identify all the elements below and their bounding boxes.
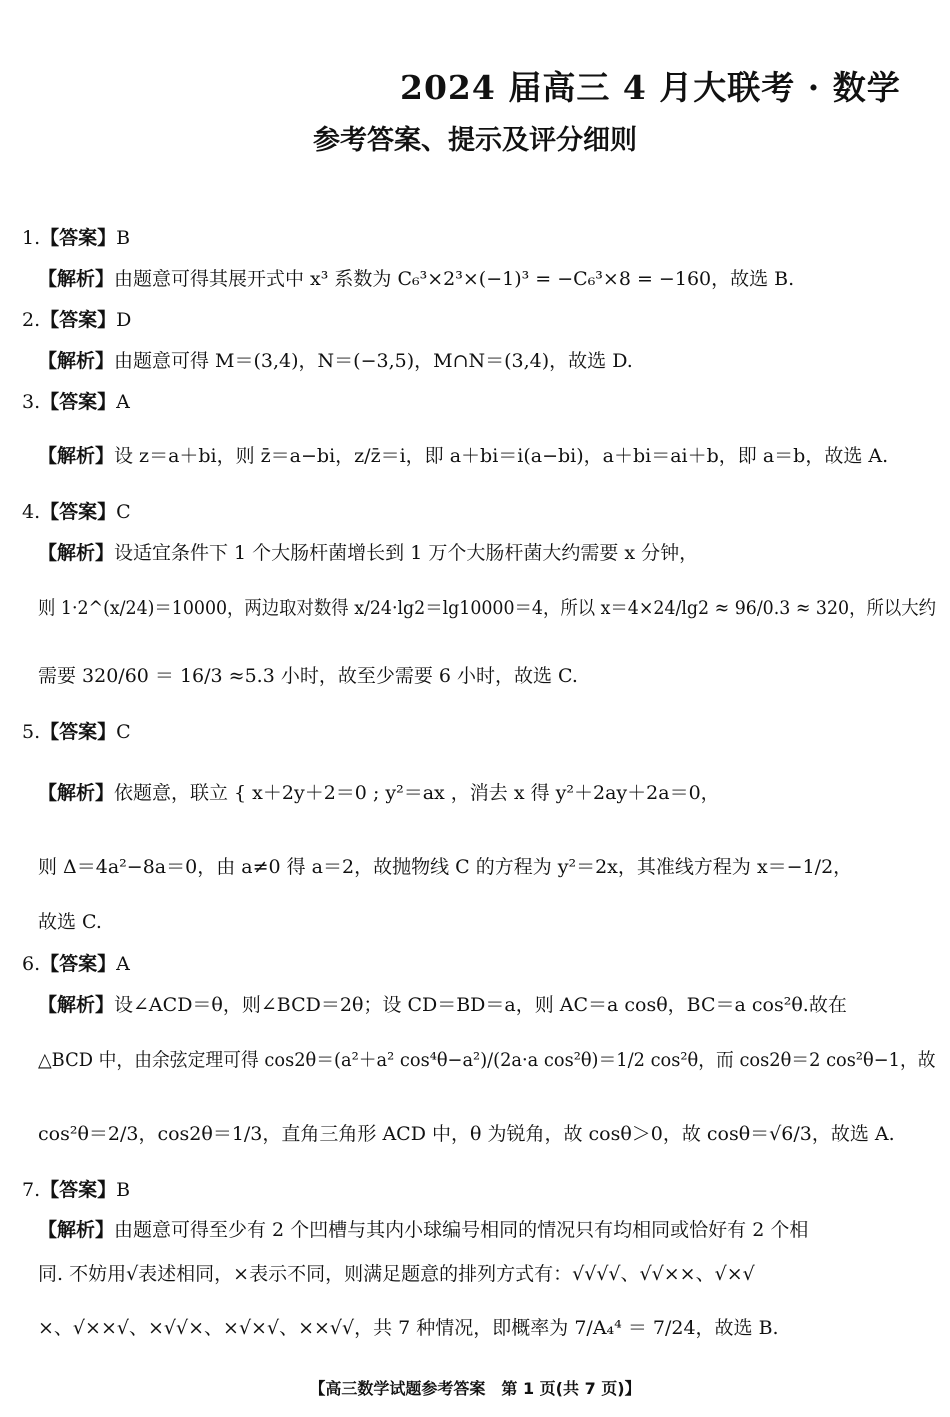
answer-label: 【答案】 bbox=[40, 953, 117, 975]
question-number: 4. bbox=[22, 501, 41, 523]
analysis-label: 【解析】 bbox=[38, 994, 115, 1016]
answer-row-1 bbox=[22, 226, 130, 250]
analysis-label: 【解析】 bbox=[38, 542, 115, 564]
answer-label: 【答案】 bbox=[40, 391, 117, 413]
analysis-line bbox=[38, 1218, 808, 1242]
analysis-line bbox=[38, 267, 794, 291]
answer-row-7 bbox=[22, 1178, 130, 1202]
analysis-line: ×、√××√、×√√×、×√×√、××√√，共 7 种情况，即概率为 7/A₄⁴ ＝ 7/24，故选 B. bbox=[38, 1317, 779, 1339]
analysis-line: 需要 320/60 ＝ 16/3 ≈5.3 小时，故至少需要 6 小时，故选 C. bbox=[38, 665, 578, 687]
page-subtitle: 参考答案、提示及评分细则 bbox=[313, 125, 637, 156]
analysis-text: 由题意可得其展开式中 x³ 系数为 C₆³×2³×(−1)³ = −C₆³×8 = −160，故选 B. bbox=[114, 268, 795, 290]
answer-row-3 bbox=[22, 390, 130, 414]
analysis-text: 依题意，联立 { x＋2y＋2＝0 ; y²＝ax ，消去 x 得 y²＋2ay＋2a＝0， bbox=[114, 782, 720, 804]
analysis-line: △BCD 中，由余弦定理可得 cos2θ＝(a²＋a² cos⁴θ−a²)/(2a·a cos²θ)＝1/2 cos²θ，而 cos2θ＝2 cos²θ−1，故 bbox=[38, 1049, 936, 1071]
analysis-text: 由题意可得至少有 2 个凹槽与其内小球编号相同的情况只有均相同或恰好有 2 个相 bbox=[114, 1219, 809, 1241]
answer-row-6 bbox=[22, 952, 130, 976]
page-title: 2024 届高三 4 月大联考 · 数学 bbox=[400, 68, 901, 107]
answer-label: 【答案】 bbox=[40, 1179, 117, 1201]
analysis-text: 设适宜条件下 1 个大肠杆菌增长到 1 万个大肠杆菌大约需要 x 分钟， bbox=[114, 542, 699, 564]
question-number: 5. bbox=[22, 721, 41, 743]
question-number: 3. bbox=[22, 391, 41, 413]
analysis-line: cos²θ＝2/3，cos2θ＝1/3，直角三角形 ACD 中，θ 为锐角，故 cosθ＞0，故 cosθ＝√6/3，故选 A. bbox=[38, 1123, 895, 1145]
answer-row-2 bbox=[22, 308, 131, 332]
analysis-line bbox=[38, 541, 698, 565]
question-number: 1. bbox=[22, 227, 41, 249]
question-number: 7. bbox=[22, 1179, 41, 1201]
answer-value: D bbox=[116, 309, 132, 331]
answer-label: 【答案】 bbox=[40, 227, 117, 249]
analysis-line: 故选 C. bbox=[38, 911, 102, 933]
answer-row-5 bbox=[22, 720, 131, 744]
answer-label: 【答案】 bbox=[40, 501, 117, 523]
answer-value: C bbox=[116, 721, 131, 743]
question-number: 2. bbox=[22, 309, 41, 331]
analysis-line bbox=[38, 349, 633, 373]
analysis-line bbox=[38, 444, 888, 468]
answer-value: B bbox=[116, 1179, 131, 1201]
answer-value: C bbox=[116, 501, 131, 523]
question-number: 6. bbox=[22, 953, 41, 975]
answer-value: A bbox=[116, 391, 130, 413]
analysis-text: 设∠ACD＝θ，则∠BCD＝2θ；设 CD＝BD＝a，则 AC＝a cosθ，BC＝a cos²θ.故在 bbox=[114, 994, 847, 1016]
analysis-label: 【解析】 bbox=[38, 268, 115, 290]
analysis-text: 由题意可得 M＝(3,4)，N＝(−3,5)，M∩N＝(3,4)，故选 D. bbox=[114, 350, 633, 372]
answer-label: 【答案】 bbox=[40, 721, 117, 743]
analysis-label: 【解析】 bbox=[38, 445, 115, 467]
answer-value: B bbox=[116, 227, 131, 249]
page-footer: 【高三数学试题参考答案 第 1 页(共 7 页)】 bbox=[309, 1379, 641, 1398]
analysis-line: 则 Δ＝4a²−8a＝0，由 a≠0 得 a＝2，故抛物线 C 的方程为 y²＝2x，其准线方程为 x＝−1/2， bbox=[38, 856, 853, 878]
answer-row-4 bbox=[22, 500, 131, 524]
analysis-line bbox=[38, 781, 720, 805]
analysis-line bbox=[38, 993, 847, 1017]
answer-label: 【答案】 bbox=[40, 309, 117, 331]
analysis-label: 【解析】 bbox=[38, 350, 115, 372]
analysis-label: 【解析】 bbox=[38, 782, 115, 804]
analysis-line: 同. 不妨用√表述相同，×表示不同，则满足题意的排列方式有：√√√√、√√××、√×√ bbox=[38, 1263, 755, 1285]
answer-value: A bbox=[116, 953, 130, 975]
analysis-line: 则 1·2^(x/24)＝10000，两边取对数得 x/24·lg2＝lg10000＝4，所以 x＝4×24/lg2 ≈ 96/0.3 ≈ 320，所以大约 bbox=[38, 597, 936, 619]
analysis-label: 【解析】 bbox=[38, 1219, 115, 1241]
analysis-text: 设 z＝a＋bi，则 z̄＝a−bi，z/z̄＝i，即 a＋bi＝i(a−bi)，a＋bi＝ai＋b，即 a＝b，故选 A. bbox=[114, 445, 889, 467]
